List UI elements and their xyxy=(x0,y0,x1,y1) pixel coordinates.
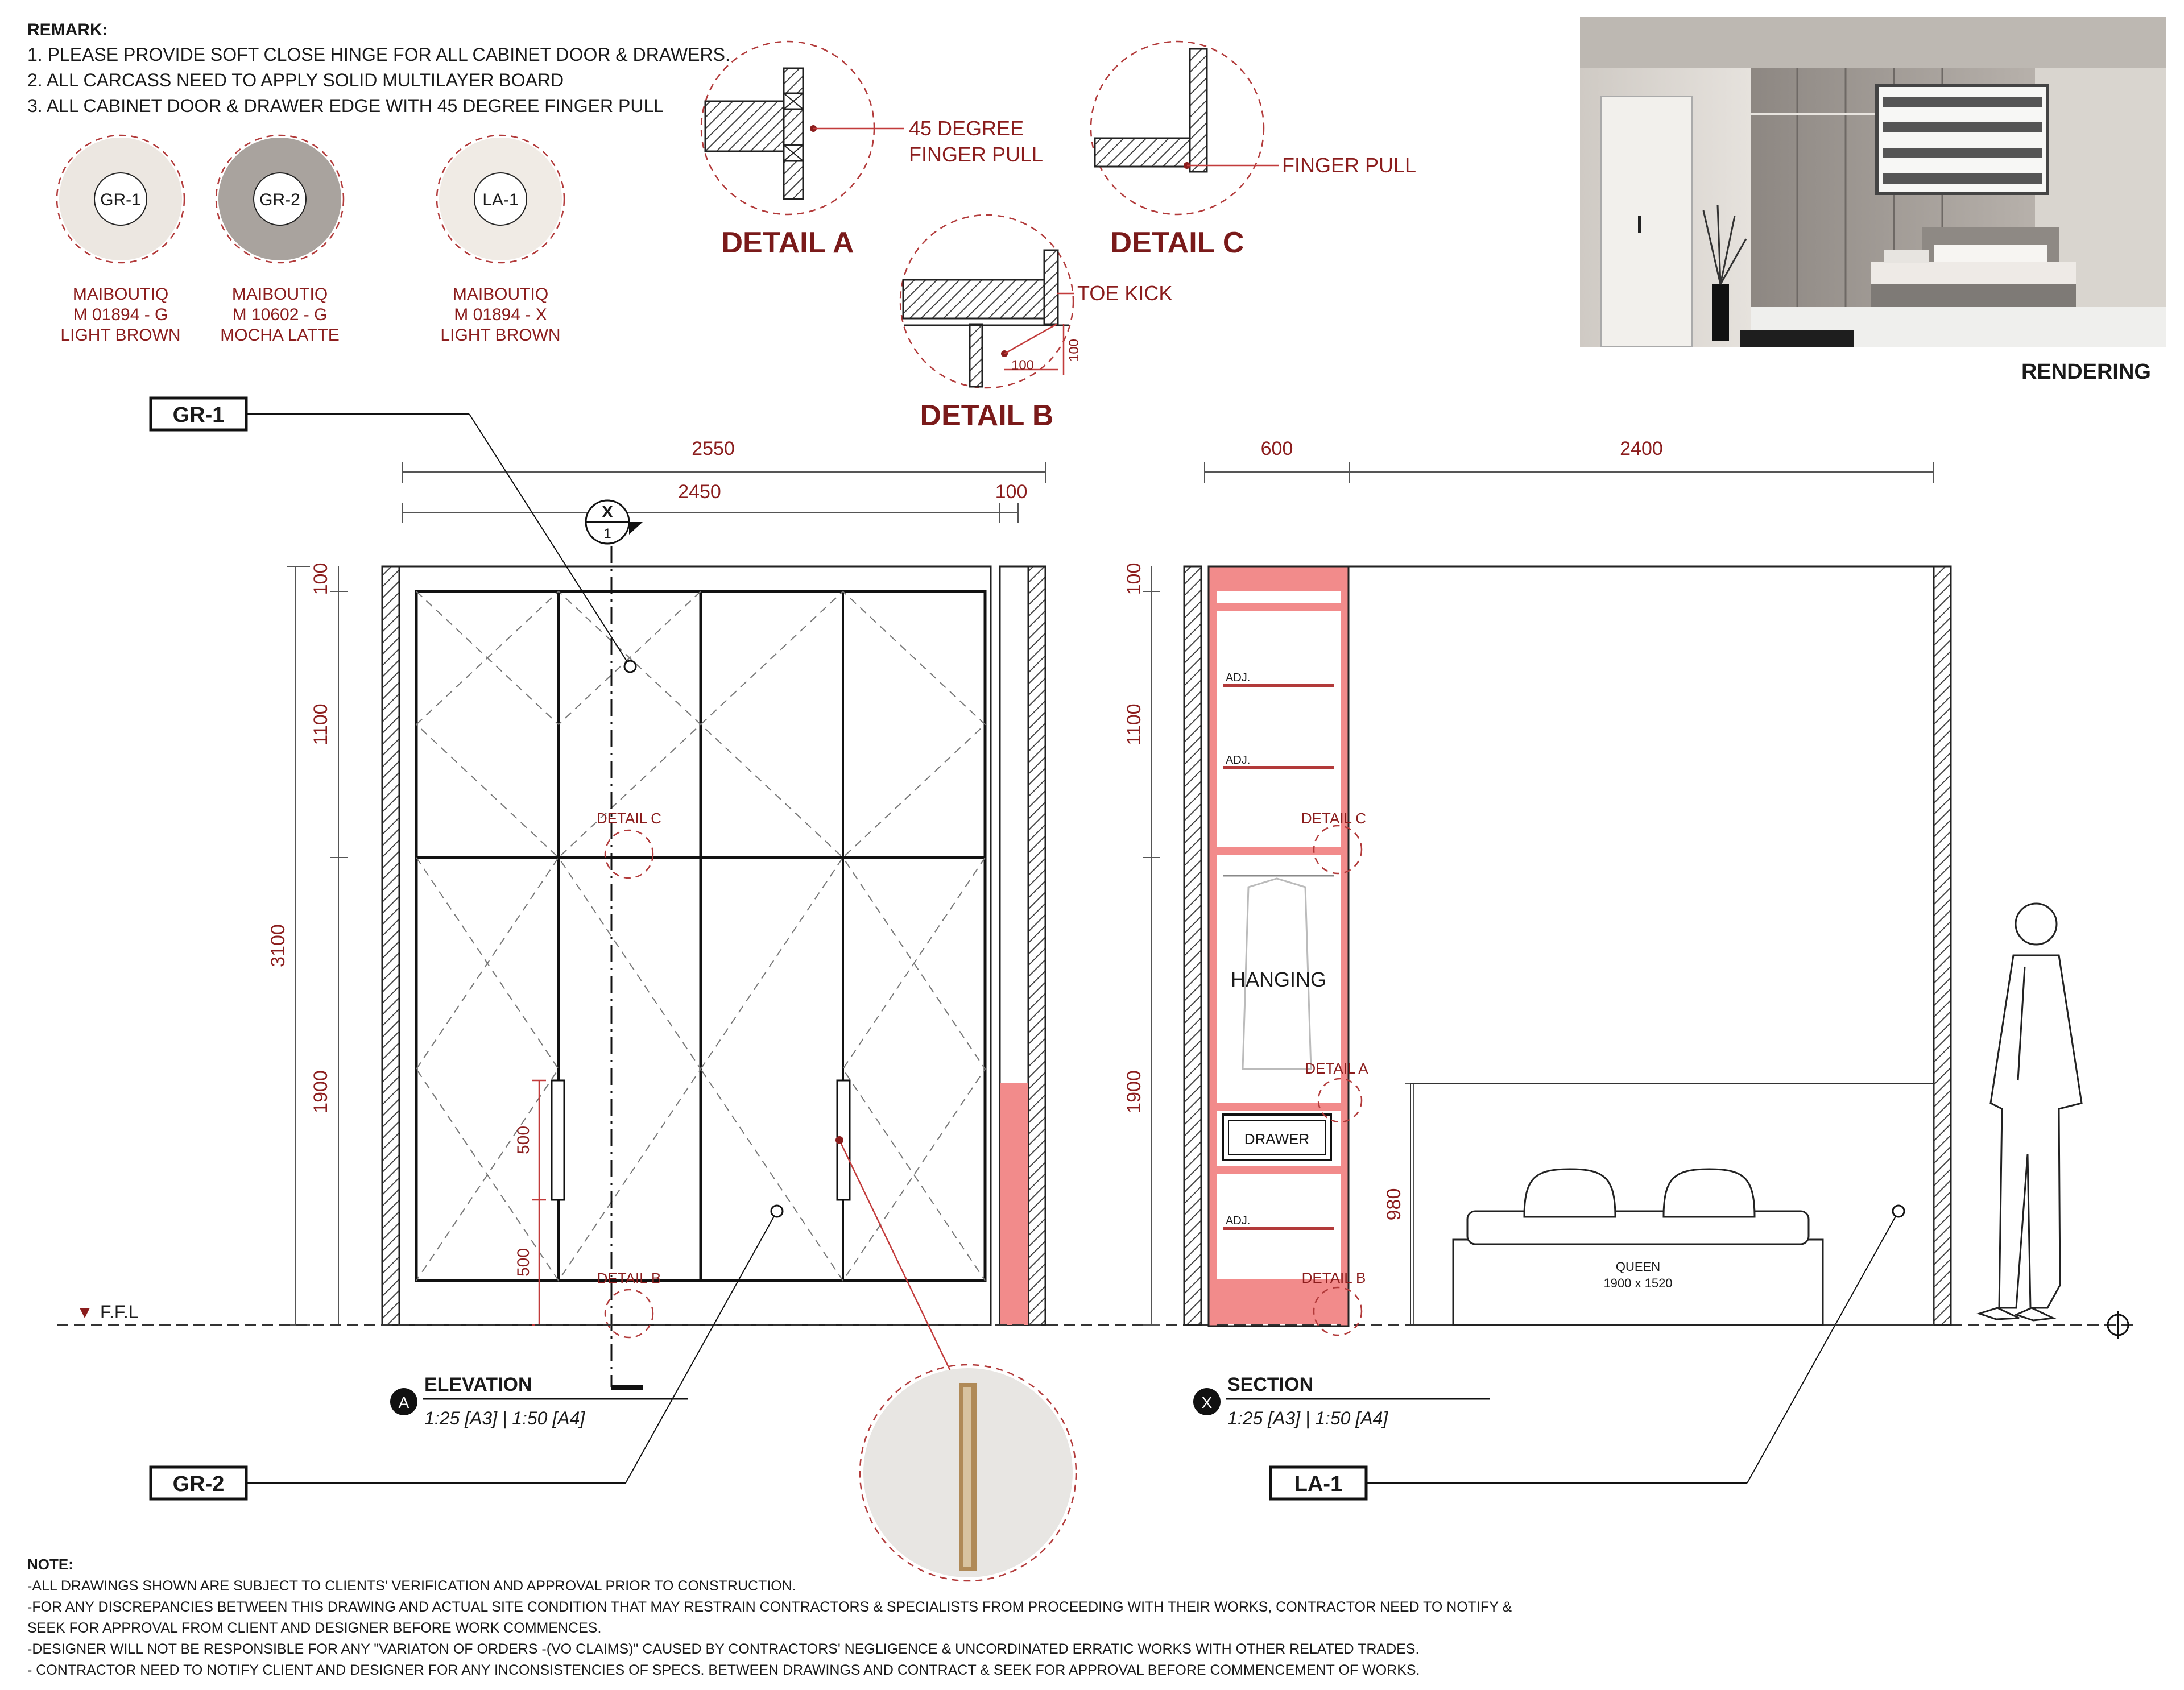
callout-detail-b: DETAIL B xyxy=(1301,1269,1366,1286)
detail-b-dim: 100 xyxy=(1011,358,1035,373)
callout-detail-c: DETAIL C xyxy=(596,810,662,827)
remarks-heading: REMARK: xyxy=(27,20,108,39)
material-name: LIGHT BROWN xyxy=(440,326,561,345)
elevation-title-letter: A xyxy=(398,1394,410,1411)
adj-shelf-label: ADJ. xyxy=(1226,754,1251,767)
human-figure xyxy=(1979,904,2082,1320)
detail-c xyxy=(1091,42,1416,259)
material-brand: MAIBOUTIQ xyxy=(452,285,549,304)
dim-handle: 500 xyxy=(514,1125,533,1155)
adj-shelf-label: ADJ. xyxy=(1226,1215,1251,1227)
rendering-label: RENDERING xyxy=(2021,360,2151,384)
material-name: LIGHT BROWN xyxy=(60,326,181,345)
section-marker xyxy=(586,500,643,544)
note-item: -FOR ANY DISCREPANCIES BETWEEN THIS DRAWING AND ACTUAL SITE CONDITION THAT MAY RESTRAIN CONTRACTORS & SPECIALISTS FROM PROCEEDING WITH THEIR WORKS, CONTRACTOR NEED TO NOTIFY & xyxy=(27,1599,1512,1615)
section-title: SECTION xyxy=(1227,1374,1314,1395)
callout-detail-b: DETAIL B xyxy=(597,1270,661,1287)
material-brand: MAIBOUTIQ xyxy=(72,285,169,304)
dim-cabinet-width: 2450 xyxy=(678,481,721,503)
remarks-block xyxy=(27,20,730,116)
adj-shelf-label: ADJ. xyxy=(1226,672,1251,684)
detail-b-label: TOE KICK xyxy=(1077,281,1173,305)
note-item: SEEK FOR APPROVAL FROM CLIENT AND DESIGNER BEFORE WORK COMMENCES. xyxy=(27,1620,602,1636)
material-la1 xyxy=(437,135,564,345)
material-brand: MAIBOUTIQ xyxy=(231,285,328,304)
callout-detail-a: DETAIL A xyxy=(1305,1060,1368,1077)
elevation-drawing xyxy=(57,438,2138,1428)
dim-room-clear: 2400 xyxy=(1620,438,1663,459)
bed-size: 1900 x 1520 xyxy=(1603,1276,1673,1290)
section-drawing xyxy=(1123,438,2128,1428)
elevation-title: ELEVATION xyxy=(424,1374,532,1395)
section-title-letter: X xyxy=(1201,1394,1213,1411)
swatch-code: LA-1 xyxy=(482,190,519,209)
callout-detail-c: DETAIL C xyxy=(1301,810,1367,827)
tag-label: GR-2 xyxy=(172,1472,225,1496)
notes-block xyxy=(27,1556,1512,1678)
tag-label: LA-1 xyxy=(1294,1472,1343,1496)
remark-item: 1. PLEASE PROVIDE SOFT CLOSE HINGE FOR ALL CABINET DOOR & DRAWERS. xyxy=(27,44,730,65)
dim-overall-width: 2550 xyxy=(692,438,735,459)
section-marker-number: 1 xyxy=(603,526,611,541)
note-item: -DESIGNER WILL NOT BE RESPONSIBLE FOR ANY "VARIATON OF ORDERS -(VO CLAIMS)" CAUSED BY CONTRACTORS' NEGLIGENCE & UNCORDINATED ERRATIC WORKS WITH OTHER RELATED TRADES. xyxy=(27,1641,1420,1657)
material-name: MOCHA LATTE xyxy=(220,326,340,345)
dim-total-height: 3100 xyxy=(267,924,289,967)
dim-upper-height: 1100 xyxy=(1123,703,1145,745)
detail-a-label: 45 DEGREE xyxy=(909,117,1024,140)
tag-gr2 xyxy=(151,1206,783,1499)
swatch-code: GR-1 xyxy=(100,190,141,209)
bed-label: QUEEN xyxy=(1615,1260,1661,1274)
dim-lower-height: 1900 xyxy=(310,1070,332,1113)
dim-depth: 600 xyxy=(1260,438,1293,459)
note-item: - CONTRACTOR NEED TO NOTIFY CLIENT AND DESIGNER FOR ANY INCONSISTENCIES OF SPECS. BETWEEN DRAWINGS AND CONTRACT & SEEK FOR APPROVAL BEFORE COMMENCEMENT OF WORKS. xyxy=(27,1662,1420,1678)
material-code: M 10602 - G xyxy=(232,305,328,324)
remark-item: 2. ALL CARCASS NEED TO APPLY SOLID MULTILAYER BOARD xyxy=(27,70,564,90)
tag-label: GR-1 xyxy=(172,403,225,427)
detail-a xyxy=(701,42,1043,259)
hanging-label: HANGING xyxy=(1230,968,1327,991)
dim-side-panel: 100 xyxy=(995,481,1028,503)
drawer-label: DRAWER xyxy=(1244,1130,1310,1148)
notes-heading: NOTE: xyxy=(27,1556,73,1573)
note-item: -ALL DRAWINGS SHOWN ARE SUBJECT TO CLIENTS' VERIFICATION AND APPROVAL PRIOR TO CONSTRUCTION. xyxy=(27,1578,796,1594)
swatch-code: GR-2 xyxy=(259,190,300,209)
detail-c-title: DETAIL C xyxy=(1110,226,1244,259)
material-gr1 xyxy=(57,135,184,345)
detail-c-label: FINGER PULL xyxy=(1282,154,1417,177)
detail-a-label: FINGER PULL xyxy=(909,143,1044,166)
elevation-scale: 1:25 [A3] | 1:50 [A4] xyxy=(424,1408,585,1428)
section-scale: 1:25 [A3] | 1:50 [A4] xyxy=(1227,1408,1388,1428)
detail-b-title: DETAIL B xyxy=(920,399,1054,432)
section-marker-letter: X xyxy=(601,503,614,521)
detail-b-dim: 100 xyxy=(1066,338,1082,362)
rendering-image xyxy=(1580,17,2166,347)
dim-lower-height: 1900 xyxy=(1123,1070,1145,1113)
dim-upper-height: 1100 xyxy=(310,703,332,745)
dim-top-gap: 100 xyxy=(310,562,332,595)
dim-top-gap: 100 xyxy=(1123,562,1145,595)
material-code: M 01894 - G xyxy=(73,305,168,324)
ffl-label: F.F.L xyxy=(100,1302,139,1322)
material-code: M 01894 - X xyxy=(454,305,547,324)
detail-a-title: DETAIL A xyxy=(721,226,854,259)
dim-handle-base: 500 xyxy=(514,1248,533,1277)
remark-item: 3. ALL CABINET DOOR & DRAWER EDGE WITH 45 DEGREE FINGER PULL xyxy=(27,96,664,116)
dim-bed-height: 980 xyxy=(1383,1188,1405,1221)
material-gr2 xyxy=(216,135,344,345)
